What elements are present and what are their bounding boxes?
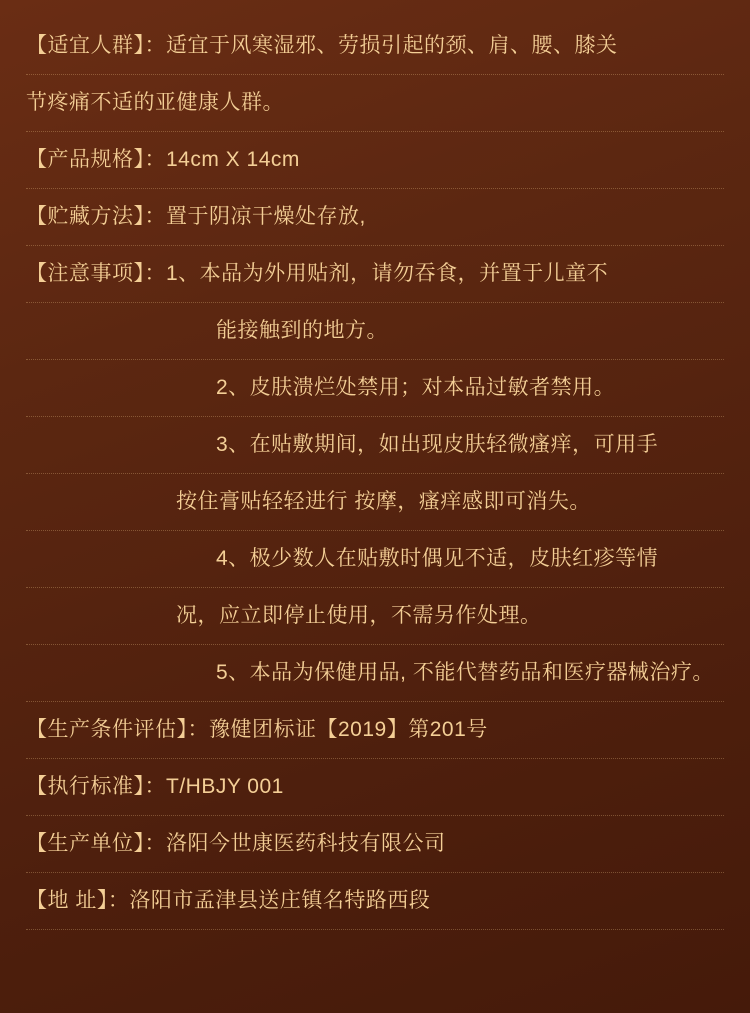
product-info-document: [26, 18, 724, 990]
notice-line-3-continued: 按住膏贴轻轻进行 按摩，瘙痒感即可消失。: [26, 474, 724, 531]
production-assessment-line: 【生产条件评估】：豫健团标证【2019】第201号: [26, 702, 724, 759]
suitable-crowd-line-1: 【适宜人群】：适宜于风寒湿邪、劳损引起的颈、肩、腰、膝关: [26, 18, 724, 75]
manufacturer-line: 【生产单位】：洛阳今世康医药科技有限公司: [26, 816, 724, 873]
notice-line-1: 【注意事项】：1、本品为外用贴剂，请勿吞食，并置于儿童不: [26, 246, 724, 303]
storage-method-line: 【贮藏方法】：置于阴凉干燥处存放,: [26, 189, 724, 246]
suitable-crowd-line-2: 节疼痛不适的亚健康人群。: [26, 75, 724, 132]
notice-line-5: 5、本品为保健用品, 不能代替药品和医疗器械治疗。: [26, 645, 724, 702]
notice-line-2: 2、皮肤溃烂处禁用；对本品过敏者禁用。: [26, 360, 724, 417]
notice-line-1-continued: 能接触到的地方。: [26, 303, 724, 360]
notice-line-3: 3、在贴敷期间，如出现皮肤轻微瘙痒，可用手: [26, 417, 724, 474]
notice-line-4: 4、极少数人在贴敷时偶见不适，皮肤红疹等情: [26, 531, 724, 588]
notice-line-4-continued: 况，应立即停止使用，不需另作处理。: [26, 588, 724, 645]
product-spec-line: 【产品规格】：14cm X 14cm: [26, 132, 724, 189]
bottom-spacer: [26, 930, 724, 990]
address-line: 【地 址】：洛阳市孟津县送庄镇名特路西段: [26, 873, 724, 930]
standard-line: 【执行标准】：T/HBJY 001: [26, 759, 724, 816]
